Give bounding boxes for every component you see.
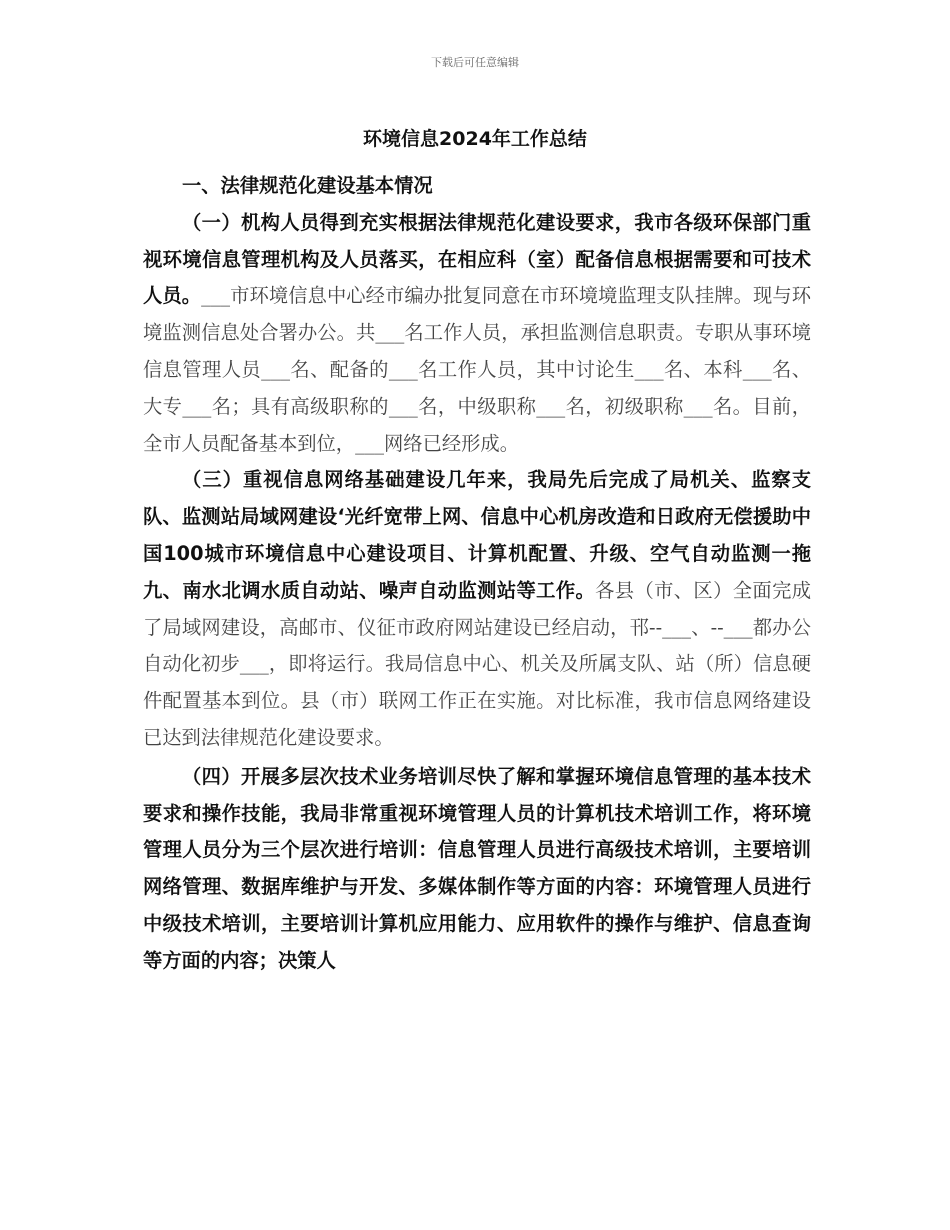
document-title: 环境信息2024年工作总结: [363, 128, 587, 150]
paragraph-lead: （一）机构人员得到充实根据法律规范化建设要求，我市各级环保部门重视环境信息管理机构及人员落买，在相应科（室）配备信息根据需要和可技术人员。: [143, 210, 811, 308]
paragraph-3: [143, 462, 811, 756]
paragraph-lead: （三）重视信息网络基础建设几年来，我局先后完成了局机关、监察支队、监测站局域网建设‘光纤宽带上网、信息中心机房改造和日政府无偿援助中国100城市环境信息中心建设项目、计算机配置、升级、空气自动监测一拖九、南水北调水质自动站、噪声自动监测站等工作。: [143, 468, 811, 602]
section-heading: 一、法律规范化建设基本情况: [182, 174, 433, 197]
paragraph-4: [143, 759, 811, 980]
document-body: [143, 168, 811, 980]
paragraph-lead: （四）开展多层次技术业务培训尽快了解和掌握环境信息管理的基本技术要求和操作技能，我局非常重视环境管理人员的计算机技术培训工作，将环境管理人员分为三个层次进行培训：信息管理人员进行高级技术培训，主要培训网络管理、数据库维护与开发、多媒体制作等方面的内容：环境管理人员进行中级技术培训，主要培训计算机应用能力、应用软件的操作与维护、信息查询等方面的内容；决策人: [143, 764, 811, 972]
header-note: 下载后可任意编辑: [431, 56, 519, 69]
paragraph-text: ___市环境信息中心经市编办批复同意在市环境境监理支队挂牌。现与环境监测信息处合署办公。共___名工作人员，承担监测信息职责。专职从事环境信息管理人员___名、配备的___名工作人员，其中讨论生___名、本科___名、大专___名；具有高级职称的___名，中级职称___名，初级职称___名。目前，全市人员配备基本到位，___网络已经形成。: [143, 284, 812, 455]
paragraph-1: [143, 205, 811, 463]
paragraph-text: 各县（市、区）全面完成了局域网建设，高邮市、仪征市政府网站建设已经启动，邗--___、--___都办公自动化初步___，即将运行。我局信息中心、机关及所属支队、站（所）信息硬件配置基本到位。县（市）联网工作正在实施。对比标准，我市信息网络建设已达到法律规范化建设要求。: [143, 578, 812, 749]
